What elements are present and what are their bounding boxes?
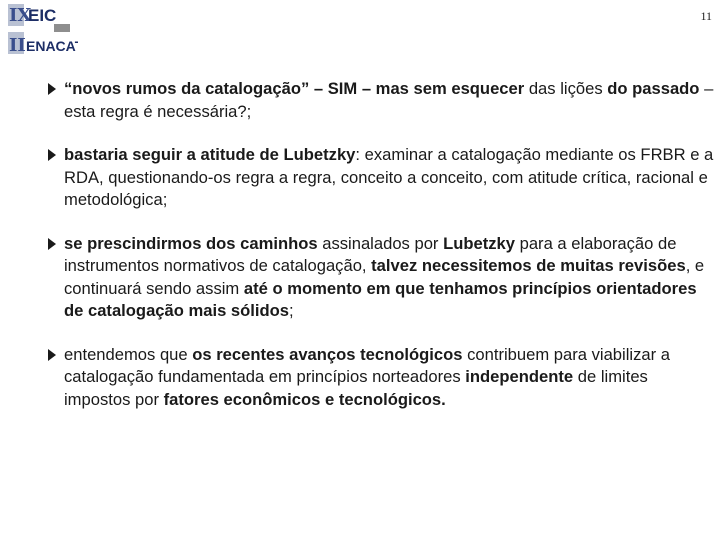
bullet-text: de limites impostos por (64, 367, 648, 409)
event-logo (6, 2, 78, 58)
bullet-arrow-icon (48, 83, 56, 95)
bullet-item (48, 344, 714, 412)
bullet-text-bold: “novos rumos da catalogação” – SIM – mas (64, 79, 414, 98)
bullet-text-bold: independente (465, 367, 574, 386)
bullet-item (48, 144, 714, 212)
bullet-text-bold: bastaria seguir a atitude de Lubetzky (64, 145, 356, 164)
bullet-text-bold: sem esquecer (413, 79, 525, 98)
bullet-text: para a elaboração de instrumentos normativos de catalogação, (64, 233, 677, 275)
bullet-text: ; (289, 301, 294, 320)
logo-line2-roman: II (9, 35, 26, 56)
bullet-text-bold: fatores econômicos e tecnológicos. (163, 389, 446, 409)
logo-line1-text: EIC (28, 6, 57, 25)
bullet-arrow-icon (48, 349, 56, 361)
bullet-text: assinalados por (317, 233, 444, 253)
bullet-text-bold: Lubetzky (443, 233, 515, 253)
bullet-text-bold: os recentes avanços tecnológicos (192, 344, 463, 364)
bullet-list (48, 78, 714, 432)
bullet-item (48, 233, 714, 323)
bullet-text: das lições (524, 79, 608, 98)
logo-line2-text: ENACAT (26, 38, 78, 54)
bullet-text-bold: talvez necessitemos de muitas revisões (371, 256, 686, 275)
bullet-text: : examinar a catalogação mediante os FRBR e a RDA, questionando-os regra a regra, conceito a conceito, com atitude crítica, racional e metodológica; (64, 145, 714, 209)
bullet-text: – esta regra é necessária?; (64, 79, 714, 121)
logo-line1-roman: IX (9, 5, 32, 26)
bullet-text-bold: do passado (607, 79, 700, 98)
bullet-text: entendemos que (64, 344, 193, 364)
bullet-item (48, 78, 714, 123)
bullet-arrow-icon (48, 238, 56, 250)
bullet-text-bold: se prescindirmos dos caminhos (64, 233, 318, 253)
bullet-text: , e continuará sendo assim (64, 256, 705, 298)
bullet-arrow-icon (48, 149, 56, 161)
page-number: 11 (700, 9, 712, 23)
bullet-text: contribuem para viabilizar a catalogação fundamentada em princípios norteadores (64, 344, 670, 386)
bullet-text-bold: até o momento em que tenhamos princípios orientadores de catalogação mais sólidos (64, 278, 697, 320)
event-logo-graphic (6, 2, 78, 58)
